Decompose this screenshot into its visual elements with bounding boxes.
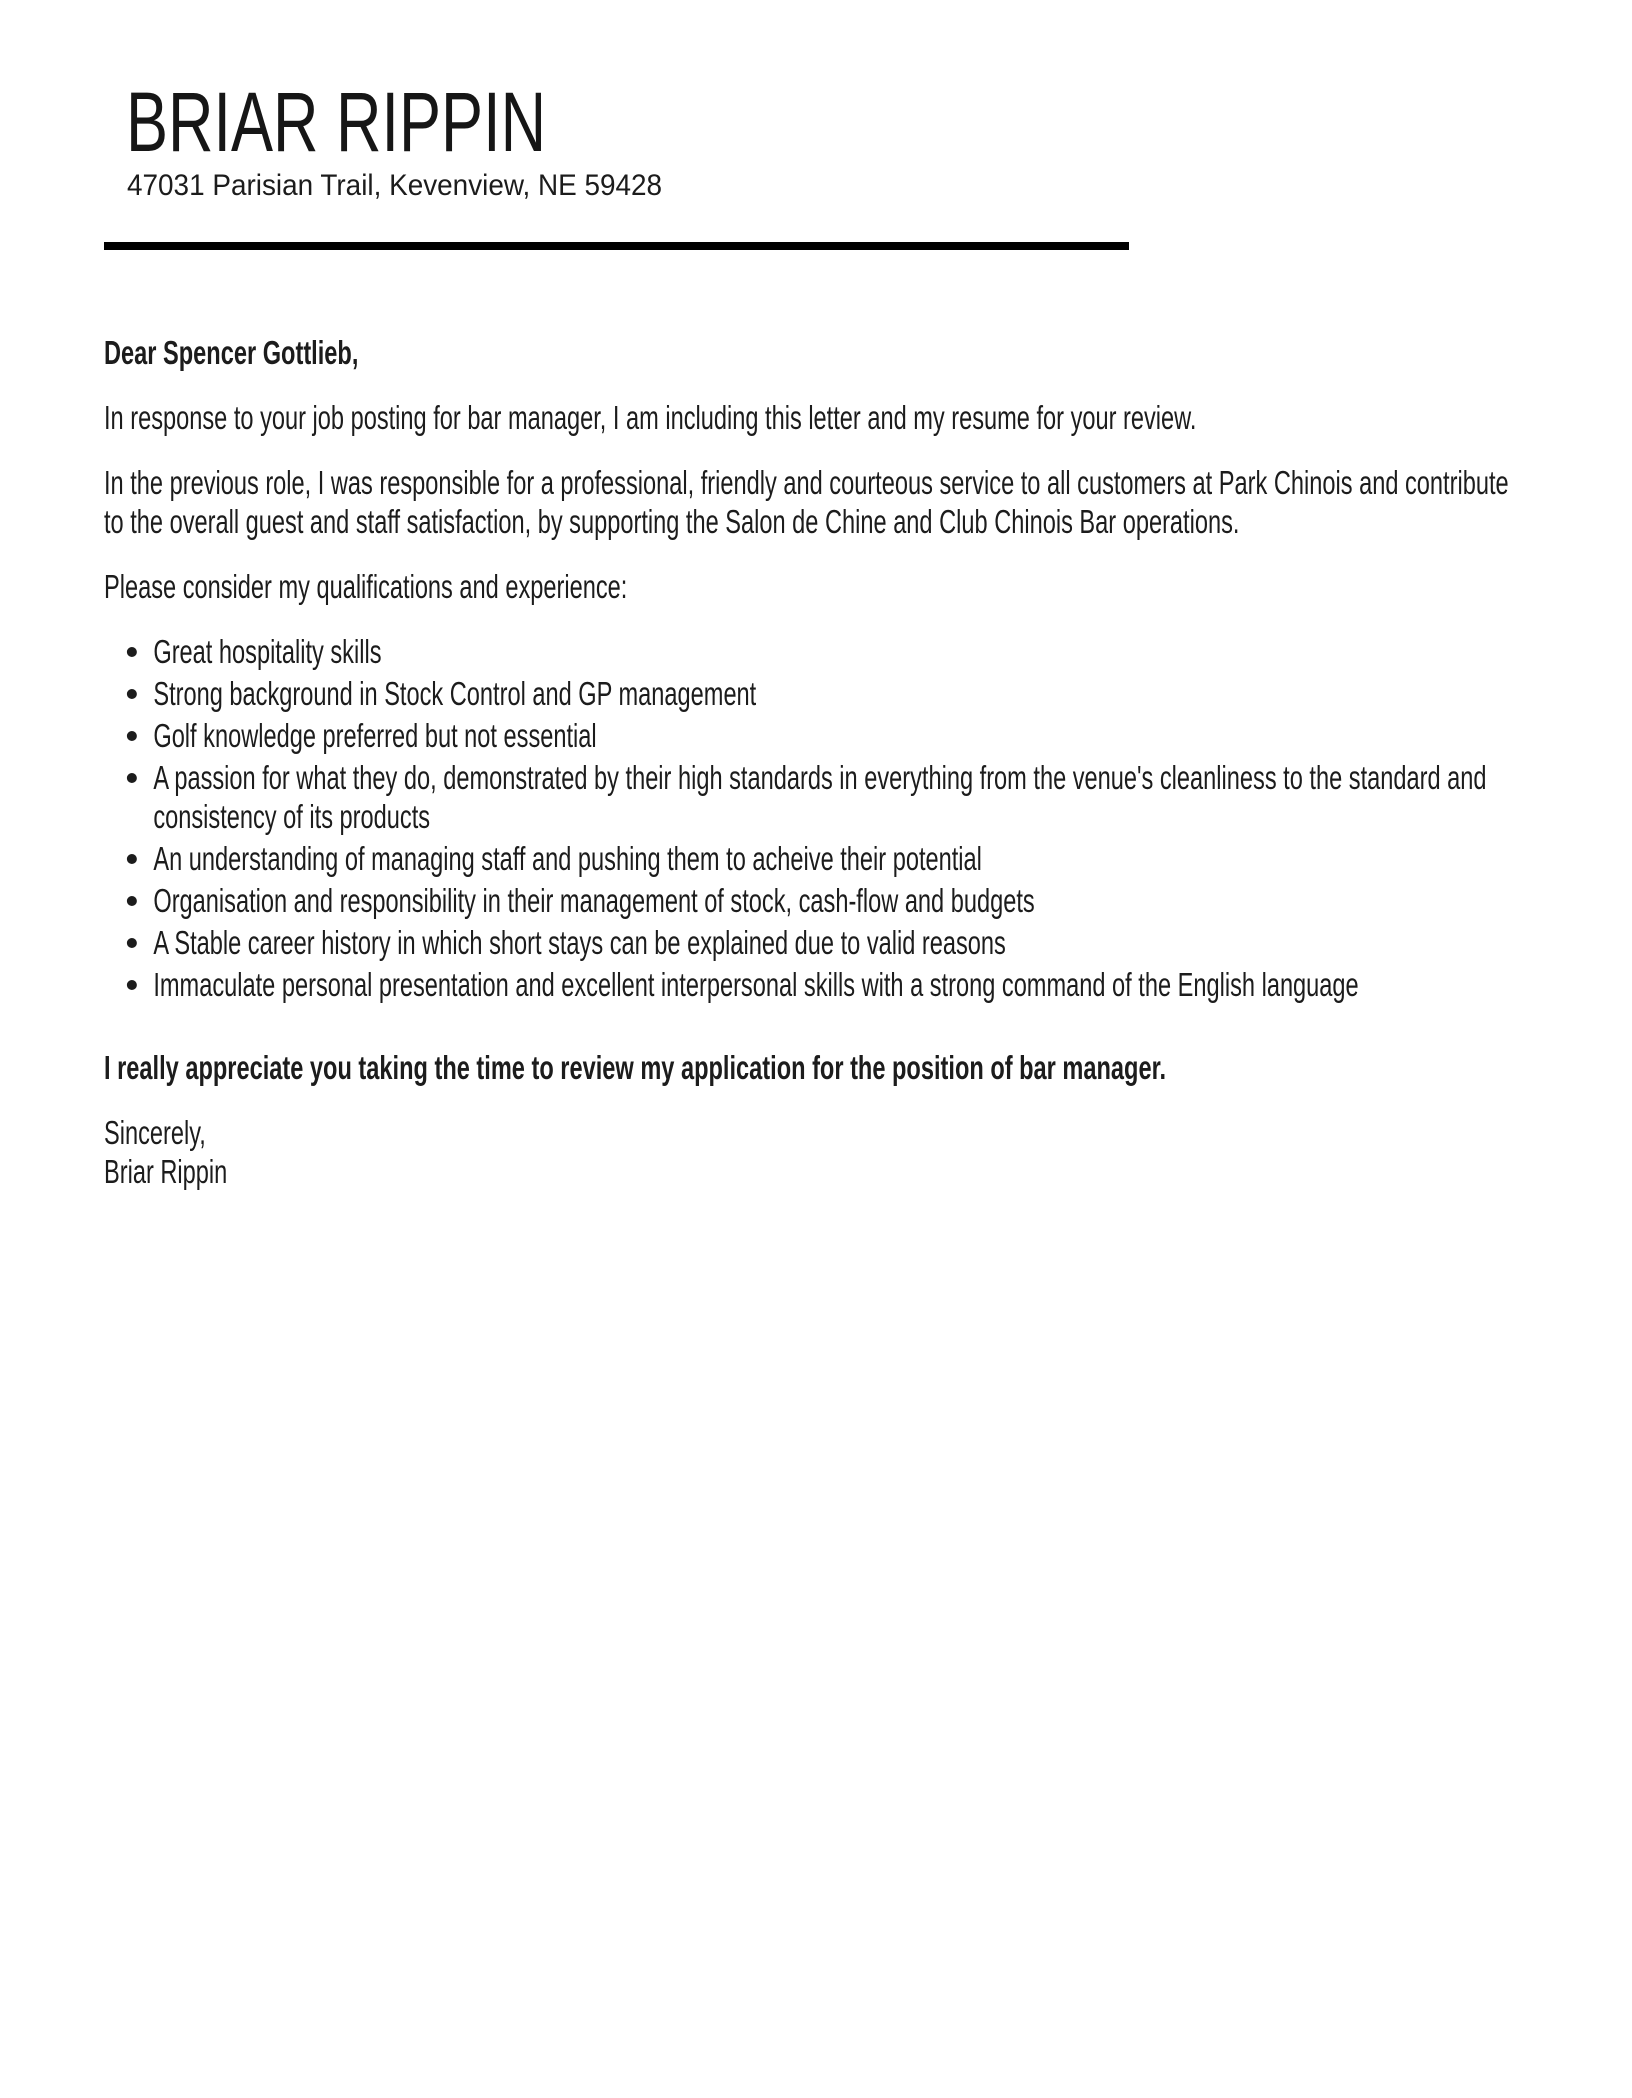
list-item: Organisation and responsibility in their management of stock, cash-flow and budgets [104,881,1527,920]
signoff: Sincerely, [104,1114,206,1151]
list-item: Golf knowledge preferred but not essential [104,716,1527,755]
applicant-name: BRIAR RIPPIN [126,75,547,169]
list-item: Great hospitality skills [104,632,1527,671]
paragraph-previous-role: In the previous role, I was responsible for a professional, friendly and courteous service to all customers at Park Chinois and contribute to the overall guest and staff satisfaction, by supporting the Salon de Chine and Club Chinois Bar operations. [104,464,1509,540]
signature-block [104,1113,1527,1191]
list-item: A Stable career history in which short stays can be explained due to valid reasons [104,923,1527,962]
header-divider [104,242,1129,250]
letter-header [104,75,1528,250]
paragraph-qualifications-lead: Please consider my qualifications and experience: [104,568,628,605]
list-item: Immaculate personal presentation and excellent interpersonal skills with a strong command of the English language [104,965,1527,1004]
paragraph-intro: In response to your job posting for bar manager, I am including this letter and my resume for your review. [104,399,1197,436]
qualifications-list [104,632,1527,1004]
list-item: A passion for what they do, demonstrated by their high standards in everything from the venue's cleanliness to the standard and consistency of its products [104,758,1527,836]
applicant-address: 47031 Parisian Trail, Kevenview, NE 59428 [127,169,663,202]
list-item: Strong background in Stock Control and GP management [104,674,1527,713]
list-item: An understanding of managing staff and pushing them to acheive their potential [104,839,1527,878]
signature-name: Briar Rippin [104,1153,228,1190]
salutation: Dear Spencer Gottlieb, [104,334,359,371]
closing-statement: I really appreciate you taking the time to review my application for the position of bar manager. [104,1049,1167,1086]
letter-body [104,333,1527,1191]
